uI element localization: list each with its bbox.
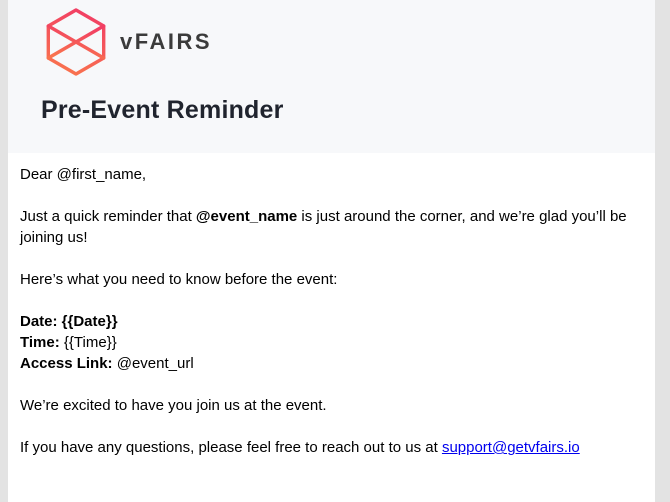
- event-details-block: [20, 311, 640, 374]
- greeting-line: Dear @first_name,: [20, 166, 147, 183]
- date-line: Date: {{Date}}: [20, 313, 118, 330]
- support-email-link[interactable]: support@getvfairs.io: [441, 439, 580, 456]
- questions-text: If you have any questions, please feel free to reach out to us at: [20, 439, 442, 456]
- vfairs-wordmark: vFAIRS: [120, 29, 213, 54]
- questions-paragraph: [20, 437, 640, 458]
- time-value: {{Time}}: [59, 334, 117, 351]
- access-link-label: Access Link:: [20, 355, 113, 372]
- brand-logo-row: [41, 7, 635, 77]
- reminder-paragraph: [20, 206, 640, 248]
- email-title: Pre-Event Reminder: [41, 96, 284, 124]
- know-line: Here’s what you need to know before the event:: [20, 271, 338, 288]
- event-name-placeholder: @event_name: [195, 208, 298, 225]
- email-body: [8, 153, 655, 502]
- time-label: Time:: [20, 334, 60, 351]
- email-preview: [8, 0, 655, 502]
- email-header: [8, 0, 655, 153]
- vfairs-hexagon-logo-icon: [41, 7, 111, 77]
- excited-line: We’re excited to have you join us at the event.: [20, 397, 327, 414]
- access-link-value: @event_url: [112, 355, 194, 372]
- reminder-text-before: Just a quick reminder that: [20, 208, 196, 225]
- reminder-text-after: is just around the corner, and we’re glad you’ll be joining us!: [20, 208, 627, 246]
